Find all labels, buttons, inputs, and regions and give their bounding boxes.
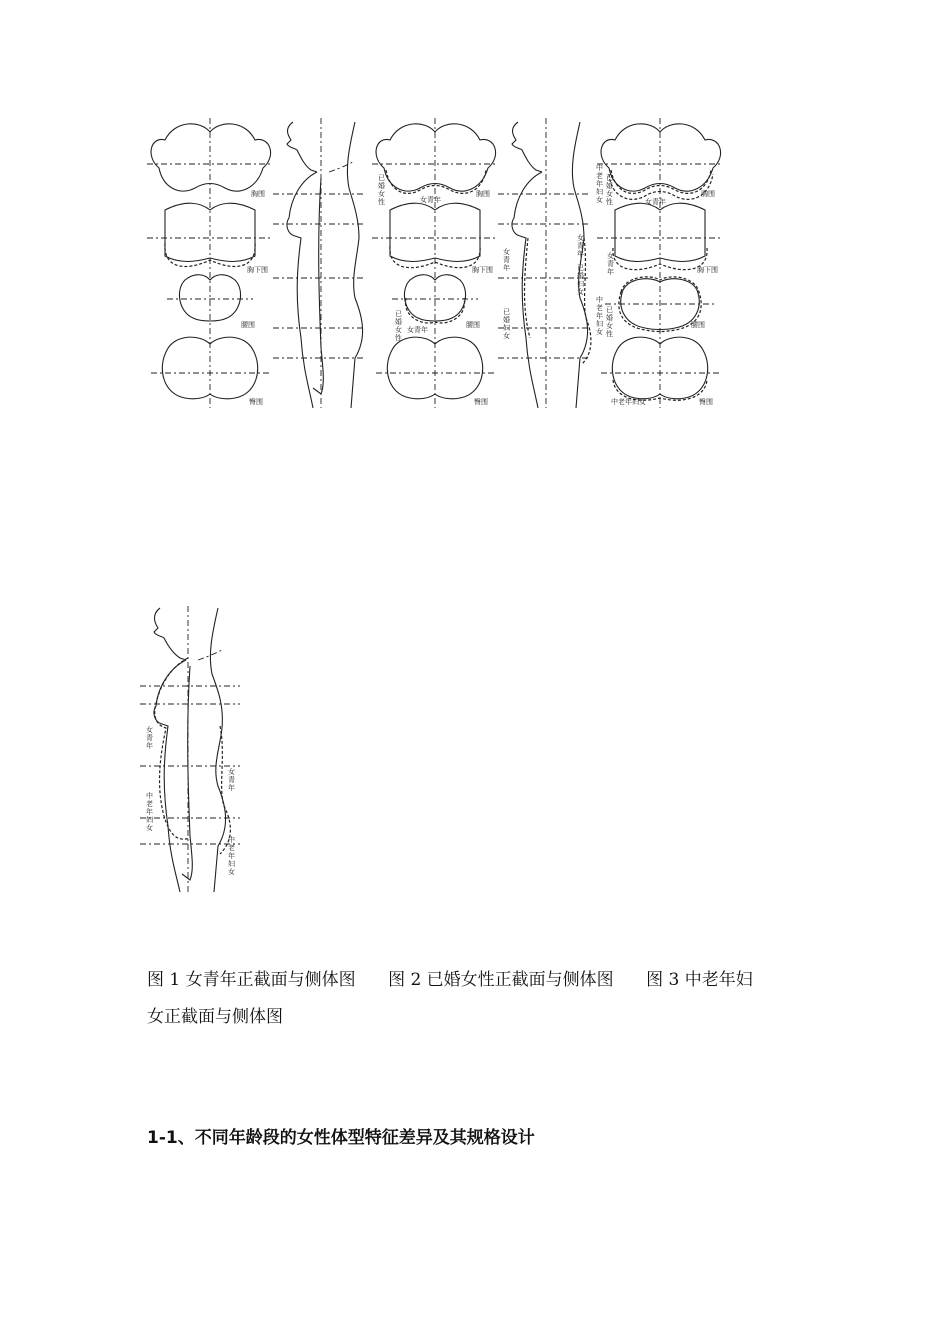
set3-label-married-1 xyxy=(606,174,613,206)
svg-text:妇: 妇 xyxy=(596,320,603,328)
svg-text:胸下围: 胸下围 xyxy=(247,266,268,274)
svg-text:年: 年 xyxy=(228,784,235,792)
svg-text:青: 青 xyxy=(503,256,510,264)
svg-text:女: 女 xyxy=(577,234,584,242)
svg-text:老: 老 xyxy=(228,844,235,852)
svg-text:女: 女 xyxy=(596,328,603,336)
body-cross-section-figures xyxy=(145,118,730,410)
svg-text:婚: 婚 xyxy=(503,316,510,324)
svg-text:女: 女 xyxy=(395,326,402,334)
svg-text:胸下围: 胸下围 xyxy=(697,266,718,274)
married-woman-label-left xyxy=(378,174,385,206)
bottom-young-label-right xyxy=(228,767,235,792)
svg-text:年: 年 xyxy=(146,742,153,750)
set3-label-middle-aged-1 xyxy=(596,163,603,204)
svg-text:妇: 妇 xyxy=(596,188,603,196)
svg-text:女: 女 xyxy=(228,868,235,876)
svg-text:已: 已 xyxy=(606,174,613,182)
svg-text:女青年: 女青年 xyxy=(645,198,666,206)
svg-text:老: 老 xyxy=(596,172,603,180)
svg-text:妇: 妇 xyxy=(228,860,235,868)
svg-text:年: 年 xyxy=(607,268,614,276)
caption-fig1: 图 1 女青年正截面与侧体图 xyxy=(147,970,356,990)
caption-line-1 xyxy=(147,962,827,999)
side-profile-1 xyxy=(273,118,363,408)
profile2-married-label-left xyxy=(503,308,510,340)
profile2-young-label-right xyxy=(577,233,584,258)
svg-text:性: 性 xyxy=(378,198,385,206)
svg-text:年: 年 xyxy=(228,852,235,860)
svg-text:中: 中 xyxy=(228,836,235,844)
middle-aged-side-profile xyxy=(140,606,252,894)
svg-text:性: 性 xyxy=(395,334,402,342)
svg-text:女: 女 xyxy=(596,196,603,204)
svg-text:腰围: 腰围 xyxy=(466,321,480,329)
svg-text:婚: 婚 xyxy=(606,314,613,322)
svg-text:婚: 婚 xyxy=(577,272,584,280)
married-woman-label-waist xyxy=(395,310,402,342)
svg-text:女: 女 xyxy=(607,252,614,260)
svg-text:女青年: 女青年 xyxy=(420,196,441,204)
side-profile-2 xyxy=(498,118,591,408)
svg-text:年: 年 xyxy=(596,312,603,320)
svg-text:已: 已 xyxy=(577,264,584,272)
svg-text:已: 已 xyxy=(606,306,613,314)
svg-text:女: 女 xyxy=(503,248,510,256)
svg-text:年: 年 xyxy=(503,264,510,272)
svg-text:老: 老 xyxy=(146,800,153,808)
svg-text:妇: 妇 xyxy=(146,816,153,824)
svg-text:腰围: 腰围 xyxy=(691,321,705,329)
svg-text:青: 青 xyxy=(607,260,614,268)
svg-text:女: 女 xyxy=(577,288,584,296)
svg-text:中老年妇女: 中老年妇女 xyxy=(611,398,646,406)
svg-text:性: 性 xyxy=(606,198,613,206)
caption-fig3-part1: 图 3 中老年妇 xyxy=(646,970,753,990)
svg-text:婚: 婚 xyxy=(606,182,613,190)
section-heading: 1-1、不同年龄段的女性体型特征差异及其规格设计 xyxy=(147,1128,535,1148)
bottom-middle-aged-label-right xyxy=(228,835,235,876)
svg-text:女: 女 xyxy=(228,768,235,776)
svg-text:妇: 妇 xyxy=(577,280,584,288)
svg-text:女: 女 xyxy=(606,190,613,198)
svg-text:胸下围: 胸下围 xyxy=(472,266,493,274)
caption-fig2: 图 2 已婚女性正截面与侧体图 xyxy=(388,970,614,990)
svg-text:年: 年 xyxy=(577,250,584,258)
set3-cross-sections xyxy=(597,118,723,408)
svg-text:青: 青 xyxy=(577,242,584,250)
svg-text:婚: 婚 xyxy=(378,182,385,190)
set3-label-young-under xyxy=(607,251,614,276)
svg-text:臀围: 臀围 xyxy=(699,398,713,406)
bottom-middle-aged-label-left xyxy=(146,791,153,832)
svg-text:胸围: 胸围 xyxy=(701,190,715,198)
set2-cross-sections xyxy=(372,118,498,408)
set3-label-middle-aged-2 xyxy=(596,295,603,336)
svg-text:胸围: 胸围 xyxy=(476,190,490,198)
svg-text:胸围: 胸围 xyxy=(251,190,265,198)
svg-text:女: 女 xyxy=(503,332,510,340)
svg-text:年: 年 xyxy=(596,180,603,188)
svg-text:已: 已 xyxy=(395,310,402,318)
caption-fig3-part2: 女正截面与侧体图 xyxy=(147,1007,283,1027)
profile2-young-label xyxy=(503,247,510,272)
svg-text:女: 女 xyxy=(378,190,385,198)
bottom-young-label-left xyxy=(146,725,153,750)
svg-text:中: 中 xyxy=(146,792,153,800)
svg-text:中: 中 xyxy=(596,164,603,172)
svg-text:已: 已 xyxy=(503,308,510,316)
svg-text:已: 已 xyxy=(378,174,385,182)
svg-text:妇: 妇 xyxy=(503,324,510,332)
svg-text:青: 青 xyxy=(146,734,153,742)
svg-text:臀围: 臀围 xyxy=(249,398,263,406)
profile2-married-label-right xyxy=(577,264,584,296)
svg-text:女: 女 xyxy=(606,322,613,330)
caption-line-2 xyxy=(147,999,827,1036)
svg-text:性: 性 xyxy=(606,330,613,338)
set1-cross-sections xyxy=(147,118,273,408)
svg-text:臀围: 臀围 xyxy=(474,398,488,406)
figure-caption xyxy=(147,962,827,1036)
svg-text:青: 青 xyxy=(228,776,235,784)
svg-text:女: 女 xyxy=(146,824,153,832)
svg-text:女青年: 女青年 xyxy=(407,326,428,334)
svg-text:年: 年 xyxy=(146,808,153,816)
svg-text:中: 中 xyxy=(596,296,603,304)
svg-text:婚: 婚 xyxy=(395,318,402,326)
svg-text:老: 老 xyxy=(596,304,603,312)
set3-label-married-2 xyxy=(606,306,613,338)
svg-text:女: 女 xyxy=(146,726,153,734)
svg-text:腰围: 腰围 xyxy=(241,321,255,329)
